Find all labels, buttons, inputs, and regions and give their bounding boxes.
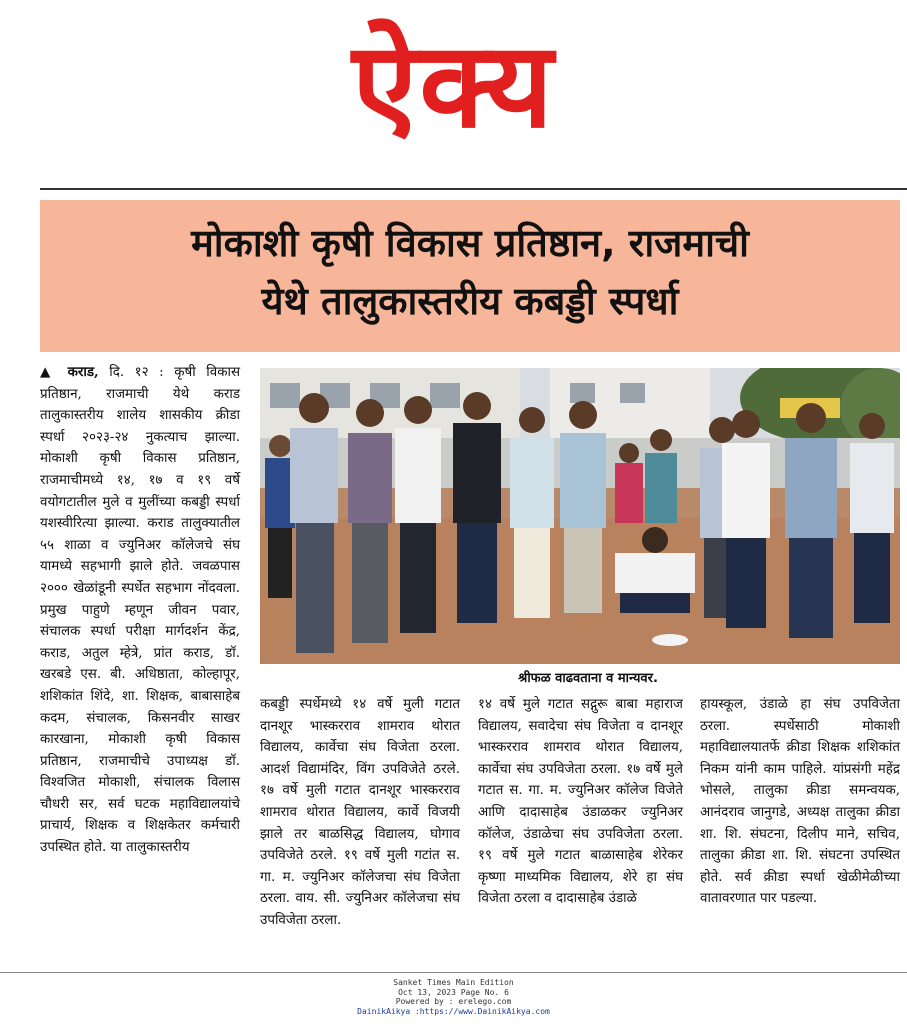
footer-edition: Sanket Times Main Edition xyxy=(393,978,514,987)
footer-date-page: Oct 13, 2023 Page No. 6 xyxy=(398,987,509,997)
footer xyxy=(0,978,907,1016)
article-column-3: १४ वर्षे मुले गटात सद्गुरू बाबा महाराज विद्यालय, सवादेचा संघ विजेता व दानशूर भास्करराव शामराव थोरात विद्यालय, कार्वेचा संघ उपविजेता ठरला. १७ वर्षे मुले गटात स. गा. म. ज्युनिअर कॉलेज विजेते आणि दादासाहेब उंडाळकर ज्युनिअर कॉलेज, उंडाळेचा संघ उपविजेता ठरला. १९ वर्षे मुले गटात बाळासाहेब शेरेकर कृष्णा माध्यमिक विद्यालय, शेरे हा संघ विजेता ठरला व दादासाहेब उंडाळे xyxy=(478,697,683,907)
footer-divider xyxy=(0,972,907,973)
headline-line-2: येथे तालुकास्तरीय कबड्डी स्पर्धा xyxy=(261,279,679,323)
event-photo-illustration xyxy=(260,368,900,664)
article-column-2: कबड्डी स्पर्धेमध्ये १४ वर्षे मुली गटात दानशूर भास्करराव शामराव थोरात विद्यालय, कार्वेचा संघ विजेता ठरला. आदर्श विद्यामंदिर, विंग उपविजेते ठरले. १७ वर्षे मुली गटात दानशूर भास्करराव शामराव थोरात विद्यालय, कार्वे विजयी झाले तर बाळसिद्ध विद्यालय, घोगाव उपविजेते ठरले. १९ वर्षे मुली गटांत स. गा. म. ज्युनिअर कॉलेजचा संघ विजेता ठरला. वाय. सी. ज्युनिअर कॉलेजचा संघ उपविजेता ठरला. xyxy=(260,697,460,928)
header-divider xyxy=(40,188,907,190)
masthead xyxy=(0,10,907,170)
article-col1-text: दि. १२ : कृषी विकास प्रतिष्ठान, राजमाची येथे कराड तालुकास्तरीय शालेय शासकीय क्रीडा स्पर्धा २०२३-२४ नुकत्याच झाल्या. मोकाशी कृषी विकास प्रतिष्ठान, राजमाचीमध्ये १४, १७ व १९ वर्षे वयोगटातील मुले व मुलींच्या कबड्डी स्पर्धा यशस्वीरित्या झाल्या. कराड तालुक्यातील ५५ शाळा व ज्युनिअर कॉलेजचे संघ यामध्ये सहभागी झाले होते. जवळपास २००० खेळांडूनी स्पर्धेत सहभाग नोंदवला. प्रमुख पाहुणे म्हणून जीवन पवार, संचालक स्पर्धा परीक्षा मार्गदर्शन केंद्र, कराड, अतुल म्हेत्रे, प्रांत कराड, डॉ. खरबडे एस. बी. अधिष्ठाता, कोल्हापूर, शशिकांत शिंदे, शा. शिक्षक, बाबासाहेब कदम, संचालक, किसनवीर साखर कारखाना, मोकाशी कृषी विकास प्रतिष्ठान, राजमाचीचे उपाध्यक्ष डॉ. विश्वजित मोकाशी, संचालक विलास चौधरी सर, सर्व घटक महाविद्यालयांचे प्राचार्य, शिक्षक व शिक्षकेतर कर्मचारी उपस्थित होते. या तालुकास्तरीय xyxy=(40,365,240,856)
dateline-triangle-icon: ▲ xyxy=(40,364,68,380)
headline-box xyxy=(40,200,900,352)
footer-powered-by: Powered by : erelego.com xyxy=(395,997,512,1006)
newspaper-logo: ऐक्य xyxy=(352,16,555,154)
photo-caption: श्रीफळ वाढवताना व मान्यवर. xyxy=(518,671,658,686)
footer-site-link[interactable]: DainikAikya :https://www.DainikAikya.com xyxy=(357,1006,550,1016)
article-column-1 xyxy=(40,362,240,859)
article-column-4: हायस्कूल, उंडाळे हा संघ उपविजेता ठरला. स्पर्धेसाठी मोकाशी महाविद्यालयातर्फे क्रीडा शिक्षक शशिकांत निकम यांनी काम पाहिले. यांप्रसंगी महेंद्र भोसले, तालुका क्रीडा समन्वयक, आनंदराव जानुगडे, अध्यक्ष तालुका क्रीडा शा. शि. संघटना, दिलीप माने, सचिव, तालुका क्रीडा शा. शि. संघटना उपस्थित होते. सर्व क्रीडा स्पर्धा खेळीमेळीच्या वातावरणात पार पडल्या. xyxy=(700,697,900,907)
event-photo xyxy=(260,368,900,664)
headline-line-1: मोकाशी कृषी विकास प्रतिष्ठान, राजमाची xyxy=(191,221,749,265)
dateline: कराड, xyxy=(67,364,99,380)
